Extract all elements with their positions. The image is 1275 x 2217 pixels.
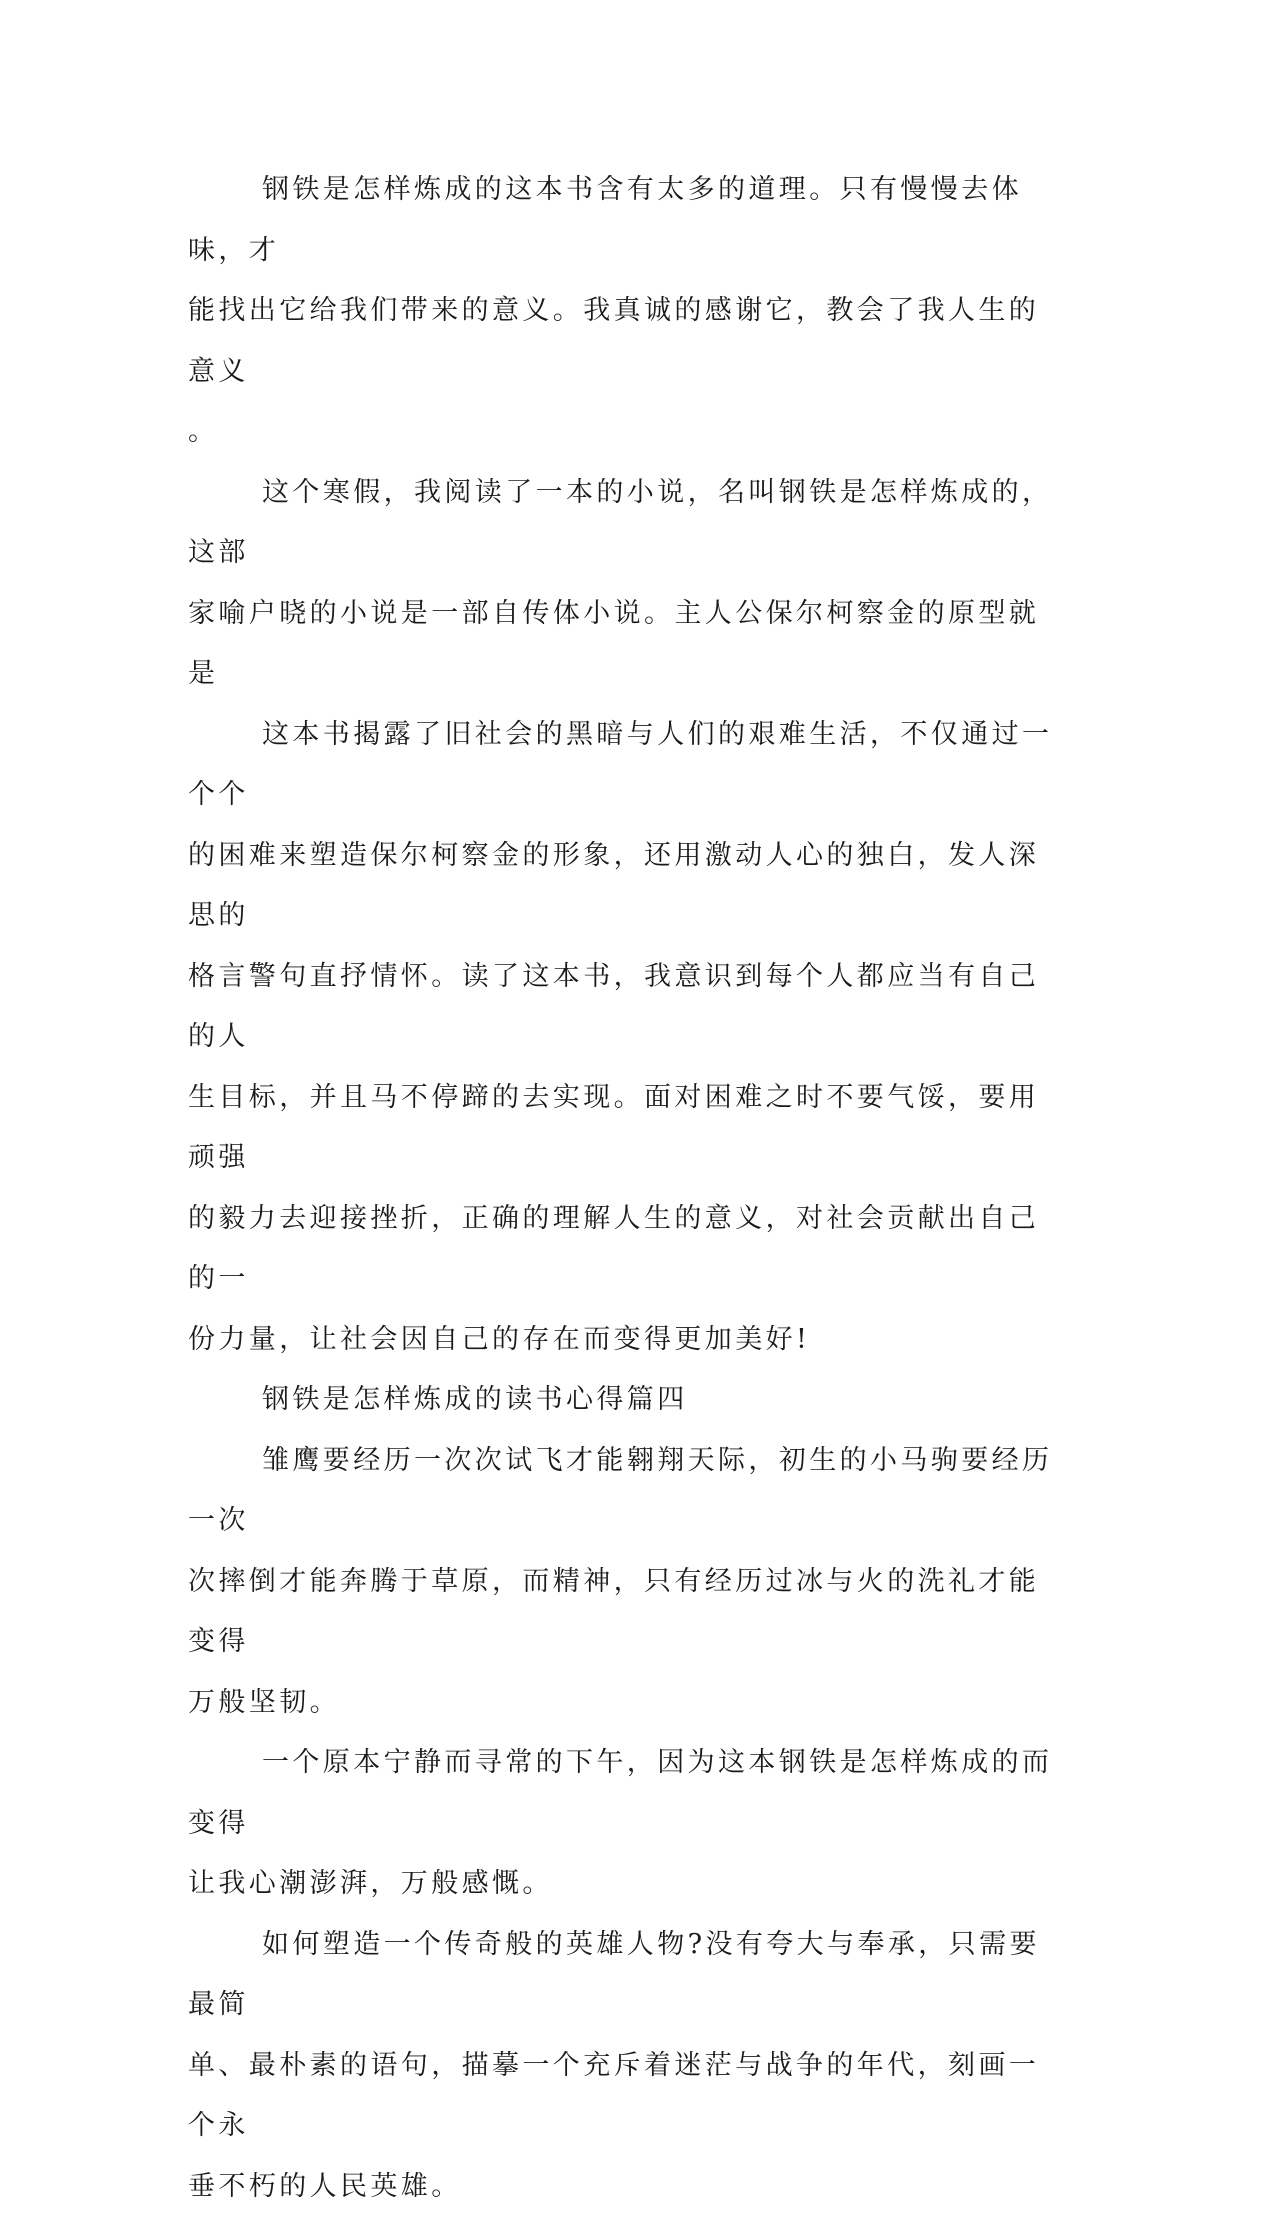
paragraph-2: 这个寒假，我阅读了一本的小说，名叫钢铁是怎样炼成的，这部 家喻户晓的小说是一部自传体小说。主人公保尔柯察金的原型就是 (188, 463, 1068, 705)
paragraph-4: 雏鹰要经历一次次试飞才能翱翔天际，初生的小马驹要经历一次 次摔倒才能奔腾于草原，而精神，只有经历过冰与火的洗礼才能变得 万般坚韧。 (188, 1431, 1068, 1734)
paragraph-3: 这本书揭露了旧社会的黑暗与人们的艰难生活，不仅通过一个个 的困难来塑造保尔柯察金的形象，还用激动人心的独白，发人深思的 格言警句直抒情怀。读了这本书，我意识到每个人都应当有自己的人 生目标，并且马不停蹄的去实现。面对困难之时不要气馁，要用顽强 的毅力去迎接挫折，正确的理解人生的意义，对社会贡献出自己的一 份力量，让社会因自己的存在而变得更加美好! (188, 705, 1068, 1371)
document-body (188, 160, 1068, 2217)
section-heading: 钢铁是怎样炼成的读书心得篇四 (188, 1370, 1068, 1431)
paragraph-5: 一个原本宁静而寻常的下午，因为这本钢铁是怎样炼成的而变得 让我心潮澎湃，万般感慨。 (188, 1733, 1068, 1915)
paragraph-6: 如何塑造一个传奇般的英雄人物?没有夸大与奉承，只需要最简 单、最朴素的语句，描摹一个充斥着迷茫与战争的年代，刻画一个永 垂不朽的人民英雄。 (188, 1915, 1068, 2217)
paragraph-1: 钢铁是怎样炼成的这本书含有太多的道理。只有慢慢去体味，才 能找出它给我们带来的意义。我真诚的感谢它，教会了我人生的意义 。 (188, 160, 1068, 463)
